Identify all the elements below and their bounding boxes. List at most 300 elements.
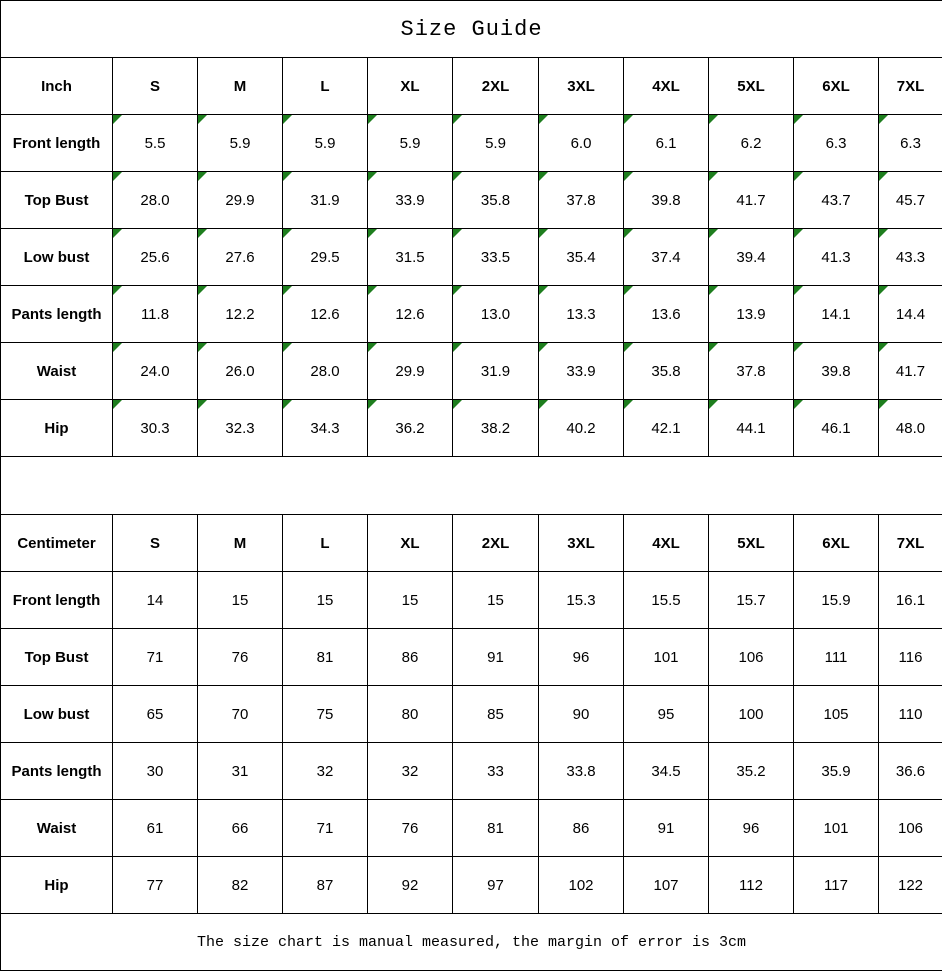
size-value: 71 xyxy=(317,820,334,837)
size-cell xyxy=(453,857,539,914)
title-row xyxy=(1,1,942,58)
column-header-s: S xyxy=(113,58,198,115)
size-value: 12.6 xyxy=(395,306,424,323)
size-cell xyxy=(198,743,283,800)
cell-flag-triangle-icon xyxy=(879,115,888,124)
size-cell xyxy=(624,743,709,800)
size-cell xyxy=(794,400,879,457)
column-header-l: L xyxy=(283,58,368,115)
size-value: 33.9 xyxy=(566,363,595,380)
size-cell xyxy=(368,229,453,286)
cell-flag-triangle-icon xyxy=(709,115,718,124)
size-value: 102 xyxy=(568,877,593,894)
size-cell xyxy=(539,286,624,343)
cell-flag-triangle-icon xyxy=(283,400,292,409)
cell-flag-triangle-icon xyxy=(198,286,207,295)
size-cell xyxy=(453,343,539,400)
size-cell xyxy=(198,172,283,229)
size-value: 5.9 xyxy=(485,135,506,152)
size-cell xyxy=(879,686,942,743)
row-label: Hip xyxy=(1,400,113,457)
size-value: 15 xyxy=(487,592,504,609)
size-value: 35.8 xyxy=(651,363,680,380)
size-cell xyxy=(113,172,198,229)
table-row xyxy=(1,800,942,857)
size-cell xyxy=(368,286,453,343)
size-cell xyxy=(879,343,942,400)
size-cell xyxy=(539,629,624,686)
size-value: 91 xyxy=(487,649,504,666)
cell-flag-triangle-icon xyxy=(113,115,122,124)
size-value: 31.9 xyxy=(310,192,339,209)
cell-flag-triangle-icon xyxy=(283,172,292,181)
size-cell xyxy=(539,115,624,172)
size-cell xyxy=(453,172,539,229)
size-value: 81 xyxy=(317,649,334,666)
size-value: 110 xyxy=(899,706,923,723)
column-header-4xl: 4XL xyxy=(624,515,709,572)
size-value: 32.3 xyxy=(225,420,254,437)
header-row xyxy=(1,58,942,115)
table-row xyxy=(1,743,942,800)
size-value: 42.1 xyxy=(651,420,680,437)
row-label: Pants length xyxy=(1,286,113,343)
row-label: Waist xyxy=(1,343,113,400)
size-value: 6.3 xyxy=(900,135,921,152)
column-header-3xl: 3XL xyxy=(539,58,624,115)
size-value: 66 xyxy=(232,820,249,837)
size-value: 6.0 xyxy=(571,135,592,152)
size-cell xyxy=(368,743,453,800)
cell-flag-triangle-icon xyxy=(794,286,803,295)
size-cell xyxy=(453,400,539,457)
size-cell xyxy=(453,800,539,857)
size-value: 96 xyxy=(743,820,760,837)
size-value: 41.7 xyxy=(896,363,925,380)
size-cell xyxy=(198,229,283,286)
size-value: 28.0 xyxy=(140,192,169,209)
size-cell xyxy=(794,857,879,914)
size-value: 13.6 xyxy=(651,306,680,323)
cell-flag-triangle-icon xyxy=(198,172,207,181)
footer-note: The size chart is manual measured, the margin of error is 3cm xyxy=(1,914,942,971)
size-cell xyxy=(283,400,368,457)
size-value: 36.6 xyxy=(896,763,925,780)
size-cell xyxy=(709,686,794,743)
cell-flag-triangle-icon xyxy=(794,115,803,124)
size-value: 39.4 xyxy=(736,249,765,266)
size-cell xyxy=(283,629,368,686)
cell-flag-triangle-icon xyxy=(368,400,377,409)
size-value: 15.7 xyxy=(736,592,765,609)
cell-flag-triangle-icon xyxy=(368,343,377,352)
size-value: 32 xyxy=(402,763,419,780)
size-cell xyxy=(709,400,794,457)
table-row xyxy=(1,686,942,743)
size-value: 46.1 xyxy=(821,420,850,437)
size-value: 26.0 xyxy=(225,363,254,380)
column-header-6xl: 6XL xyxy=(794,58,879,115)
column-header-5xl: 5XL xyxy=(709,58,794,115)
size-value: 76 xyxy=(232,649,249,666)
size-value: 81 xyxy=(487,820,504,837)
size-cell xyxy=(709,115,794,172)
size-value: 77 xyxy=(147,877,164,894)
size-cell xyxy=(794,172,879,229)
cell-flag-triangle-icon xyxy=(624,229,633,238)
size-cell xyxy=(879,172,942,229)
size-cell xyxy=(794,743,879,800)
row-label: Front length xyxy=(1,572,113,629)
cell-flag-triangle-icon xyxy=(624,286,633,295)
size-cell xyxy=(113,343,198,400)
size-cell xyxy=(198,572,283,629)
cell-flag-triangle-icon xyxy=(368,172,377,181)
size-value: 86 xyxy=(402,649,419,666)
column-header-2xl: 2XL xyxy=(453,58,539,115)
row-label: Low bust xyxy=(1,686,113,743)
cell-flag-triangle-icon xyxy=(624,343,633,352)
size-cell xyxy=(453,229,539,286)
inch-table-section xyxy=(1,58,942,457)
size-cell xyxy=(794,629,879,686)
size-cell xyxy=(709,286,794,343)
size-value: 92 xyxy=(402,877,419,894)
spacer-row xyxy=(1,457,942,515)
size-cell xyxy=(794,343,879,400)
cell-flag-triangle-icon xyxy=(794,172,803,181)
unit-header: Centimeter xyxy=(1,515,113,572)
size-value: 43.7 xyxy=(821,192,850,209)
size-value: 11.8 xyxy=(141,306,169,323)
table-row xyxy=(1,172,942,229)
size-value: 34.3 xyxy=(310,420,339,437)
size-cell xyxy=(624,400,709,457)
table-row xyxy=(1,229,942,286)
cell-flag-triangle-icon xyxy=(794,229,803,238)
size-cell xyxy=(624,229,709,286)
size-value: 41.3 xyxy=(821,249,850,266)
size-cell xyxy=(794,286,879,343)
size-value: 14.1 xyxy=(821,306,850,323)
column-header-l: L xyxy=(283,515,368,572)
size-cell xyxy=(368,343,453,400)
size-cell xyxy=(283,857,368,914)
size-cell xyxy=(453,115,539,172)
size-value: 25.6 xyxy=(140,249,169,266)
cell-flag-triangle-icon xyxy=(879,400,888,409)
cell-flag-triangle-icon xyxy=(113,172,122,181)
size-cell xyxy=(794,800,879,857)
size-cell xyxy=(283,572,368,629)
size-value: 95 xyxy=(658,706,675,723)
size-cell xyxy=(368,800,453,857)
size-cell xyxy=(879,115,942,172)
size-cell xyxy=(879,286,942,343)
size-cell xyxy=(624,572,709,629)
size-value: 37.8 xyxy=(736,363,765,380)
size-cell xyxy=(879,572,942,629)
size-value: 112 xyxy=(739,877,763,894)
size-cell xyxy=(879,857,942,914)
size-value: 39.8 xyxy=(651,192,680,209)
size-cell xyxy=(113,286,198,343)
size-cell xyxy=(709,857,794,914)
cell-flag-triangle-icon xyxy=(283,229,292,238)
size-value: 65 xyxy=(147,706,164,723)
size-value: 41.7 xyxy=(736,192,765,209)
size-value: 6.3 xyxy=(826,135,847,152)
size-cell xyxy=(709,800,794,857)
size-value: 116 xyxy=(899,649,923,666)
row-label: Waist xyxy=(1,800,113,857)
size-value: 33.8 xyxy=(566,763,595,780)
size-value: 31.9 xyxy=(481,363,510,380)
size-cell xyxy=(879,743,942,800)
cell-flag-triangle-icon xyxy=(539,343,548,352)
size-cell xyxy=(113,686,198,743)
size-cell xyxy=(113,400,198,457)
size-cell xyxy=(198,629,283,686)
size-value: 5.5 xyxy=(145,135,166,152)
column-header-m: M xyxy=(198,515,283,572)
size-value: 106 xyxy=(738,649,763,666)
size-value: 35.8 xyxy=(481,192,510,209)
size-value: 13.0 xyxy=(481,306,510,323)
size-value: 96 xyxy=(573,649,590,666)
size-cell xyxy=(113,857,198,914)
size-cell xyxy=(113,229,198,286)
cell-flag-triangle-icon xyxy=(539,229,548,238)
size-cell xyxy=(368,572,453,629)
table-row xyxy=(1,572,942,629)
size-value: 15 xyxy=(317,592,334,609)
cell-flag-triangle-icon xyxy=(624,400,633,409)
size-value: 61 xyxy=(147,820,164,837)
cell-flag-triangle-icon xyxy=(879,343,888,352)
size-cell xyxy=(368,172,453,229)
cell-flag-triangle-icon xyxy=(709,229,718,238)
size-cell xyxy=(539,800,624,857)
size-value: 33.5 xyxy=(481,249,510,266)
cell-flag-triangle-icon xyxy=(113,400,122,409)
table-row xyxy=(1,343,942,400)
size-value: 30 xyxy=(147,763,164,780)
cell-flag-triangle-icon xyxy=(539,172,548,181)
table-row xyxy=(1,400,942,457)
size-cell xyxy=(198,686,283,743)
page-title: Size Guide xyxy=(1,1,942,58)
size-cell xyxy=(113,629,198,686)
column-header-7xl: 7XL xyxy=(879,515,942,572)
size-cell xyxy=(539,343,624,400)
table-row xyxy=(1,857,942,914)
size-value: 29.5 xyxy=(310,249,339,266)
cell-flag-triangle-icon xyxy=(283,343,292,352)
table-row xyxy=(1,115,942,172)
size-value: 91 xyxy=(658,820,675,837)
size-cell xyxy=(113,800,198,857)
size-value: 14 xyxy=(147,592,164,609)
size-cell xyxy=(113,743,198,800)
size-value: 33.9 xyxy=(395,192,424,209)
cell-flag-triangle-icon xyxy=(624,115,633,124)
size-cell xyxy=(283,115,368,172)
size-value: 28.0 xyxy=(310,363,339,380)
cell-flag-triangle-icon xyxy=(624,172,633,181)
size-cell xyxy=(879,629,942,686)
cell-flag-triangle-icon xyxy=(879,286,888,295)
size-cell xyxy=(624,686,709,743)
size-cell xyxy=(794,115,879,172)
column-header-5xl: 5XL xyxy=(709,515,794,572)
cell-flag-triangle-icon xyxy=(113,229,122,238)
size-value: 33 xyxy=(487,763,504,780)
size-value: 12.2 xyxy=(225,306,254,323)
size-cell xyxy=(198,343,283,400)
size-value: 27.6 xyxy=(225,249,254,266)
size-value: 122 xyxy=(898,877,923,894)
cell-flag-triangle-icon xyxy=(453,229,462,238)
size-value: 38.2 xyxy=(481,420,510,437)
size-value: 34.5 xyxy=(651,763,680,780)
row-label: Pants length xyxy=(1,743,113,800)
size-cell xyxy=(198,800,283,857)
cell-flag-triangle-icon xyxy=(198,115,207,124)
size-value: 40.2 xyxy=(566,420,595,437)
header-row xyxy=(1,515,942,572)
cell-flag-triangle-icon xyxy=(709,343,718,352)
cell-flag-triangle-icon xyxy=(539,115,548,124)
size-cell xyxy=(539,229,624,286)
size-value: 30.3 xyxy=(140,420,169,437)
column-header-3xl: 3XL xyxy=(539,515,624,572)
size-value: 101 xyxy=(823,820,848,837)
size-value: 75 xyxy=(317,706,334,723)
cell-flag-triangle-icon xyxy=(709,172,718,181)
size-cell xyxy=(113,115,198,172)
size-value: 37.4 xyxy=(651,249,680,266)
size-cell xyxy=(624,115,709,172)
size-cell xyxy=(539,572,624,629)
size-value: 5.9 xyxy=(230,135,251,152)
row-label: Low bust xyxy=(1,229,113,286)
cell-flag-triangle-icon xyxy=(198,343,207,352)
size-cell xyxy=(709,629,794,686)
table-row xyxy=(1,286,942,343)
size-value: 35.9 xyxy=(821,763,850,780)
size-cell xyxy=(624,286,709,343)
title-section xyxy=(1,1,942,58)
size-value: 5.9 xyxy=(400,135,421,152)
size-value: 71 xyxy=(147,649,164,666)
size-value: 24.0 xyxy=(140,363,169,380)
size-cell xyxy=(794,229,879,286)
size-cell xyxy=(283,172,368,229)
size-cell xyxy=(198,400,283,457)
size-cell xyxy=(283,343,368,400)
size-value: 70 xyxy=(232,706,249,723)
size-value: 29.9 xyxy=(395,363,424,380)
size-cell xyxy=(368,115,453,172)
size-cell xyxy=(453,686,539,743)
spacer-section xyxy=(1,457,942,515)
column-header-m: M xyxy=(198,58,283,115)
size-value: 107 xyxy=(653,877,678,894)
cell-flag-triangle-icon xyxy=(368,286,377,295)
size-cell xyxy=(709,229,794,286)
size-value: 105 xyxy=(823,706,848,723)
size-cell xyxy=(283,686,368,743)
cell-flag-triangle-icon xyxy=(283,115,292,124)
size-value: 36.2 xyxy=(395,420,424,437)
column-header-2xl: 2XL xyxy=(453,515,539,572)
size-value: 86 xyxy=(573,820,590,837)
size-cell xyxy=(283,800,368,857)
cell-flag-triangle-icon xyxy=(453,172,462,181)
size-value: 15.9 xyxy=(821,592,850,609)
size-value: 82 xyxy=(232,877,249,894)
cell-flag-triangle-icon xyxy=(198,229,207,238)
size-value: 15 xyxy=(402,592,419,609)
size-cell xyxy=(794,686,879,743)
cell-flag-triangle-icon xyxy=(198,400,207,409)
size-value: 43.3 xyxy=(896,249,925,266)
cell-flag-triangle-icon xyxy=(368,229,377,238)
size-value: 35.4 xyxy=(566,249,595,266)
size-cell xyxy=(879,800,942,857)
size-value: 90 xyxy=(573,706,590,723)
cell-flag-triangle-icon xyxy=(709,286,718,295)
size-cell xyxy=(368,400,453,457)
cell-flag-triangle-icon xyxy=(539,400,548,409)
column-header-xl: XL xyxy=(368,515,453,572)
footer-section xyxy=(1,914,942,971)
size-value: 101 xyxy=(653,649,678,666)
cell-flag-triangle-icon xyxy=(113,343,122,352)
size-value: 111 xyxy=(825,649,848,666)
size-cell xyxy=(709,172,794,229)
size-value: 31.5 xyxy=(395,249,424,266)
size-cell xyxy=(879,400,942,457)
size-cell xyxy=(624,800,709,857)
column-header-7xl: 7XL xyxy=(879,58,942,115)
size-cell xyxy=(624,172,709,229)
cell-flag-triangle-icon xyxy=(794,400,803,409)
centimeter-table-section xyxy=(1,515,942,914)
size-cell xyxy=(709,743,794,800)
row-label: Hip xyxy=(1,857,113,914)
size-value: 85 xyxy=(487,706,504,723)
size-cell xyxy=(539,172,624,229)
size-value: 13.9 xyxy=(736,306,765,323)
size-cell xyxy=(539,686,624,743)
cell-flag-triangle-icon xyxy=(283,286,292,295)
size-cell xyxy=(624,629,709,686)
cell-flag-triangle-icon xyxy=(453,115,462,124)
cell-flag-triangle-icon xyxy=(453,286,462,295)
size-cell xyxy=(368,629,453,686)
size-cell xyxy=(198,857,283,914)
size-value: 12.6 xyxy=(310,306,339,323)
spacer-cell xyxy=(1,457,942,515)
size-value: 97 xyxy=(487,877,504,894)
cell-flag-triangle-icon xyxy=(879,229,888,238)
column-header-4xl: 4XL xyxy=(624,58,709,115)
size-cell xyxy=(879,229,942,286)
size-value: 29.9 xyxy=(225,192,254,209)
size-cell xyxy=(539,400,624,457)
